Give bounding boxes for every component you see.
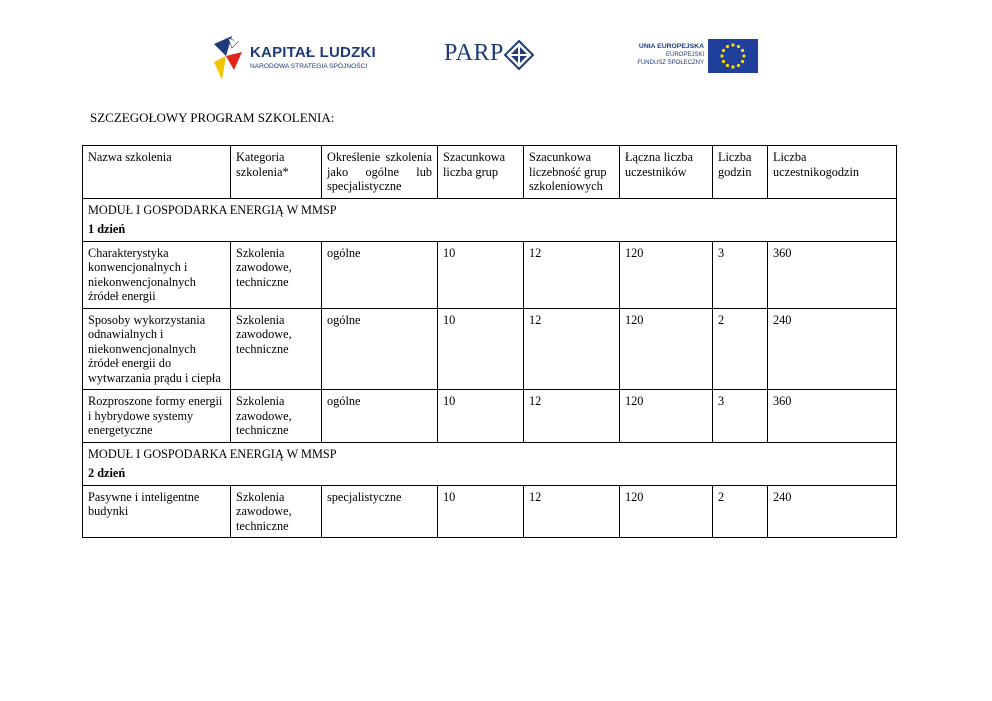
kapital-ludzki-subtitle: NARODOWA STRATEGIA SPÓJNOŚCI	[250, 63, 368, 70]
table-cell: 10	[438, 241, 524, 308]
module-row	[83, 198, 897, 241]
table-cell: 10	[438, 485, 524, 538]
parp-emblem-icon	[504, 40, 534, 70]
module-row	[83, 442, 897, 485]
table-cell: 2	[713, 308, 768, 390]
table-cell: 12	[524, 390, 620, 443]
table-cell: 10	[438, 308, 524, 390]
document-heading: SZCZEGOŁOWY PROGRAM SZKOLENIA:	[90, 110, 335, 125]
eu-text-block	[637, 42, 704, 67]
table-cell: ogólne	[322, 308, 438, 390]
module-title: MODUŁ I GOSPODARKA ENERGIĄ W MMSP	[88, 202, 337, 217]
table-cell: Szkolenia zawodowe, techniczne	[231, 308, 322, 390]
table-cell: 120	[620, 308, 713, 390]
header-cell: Nazwa szkolenia	[83, 146, 231, 199]
table-row	[83, 308, 897, 390]
table-row	[83, 390, 897, 443]
module-title: MODUŁ I GOSPODARKA ENERGIĄ W MMSP	[88, 446, 337, 461]
header-cell: Określenie szkolenia jako ogólne lub specjalistyczne	[322, 146, 438, 199]
table-cell: Szkolenia zawodowe, techniczne	[231, 485, 322, 538]
header-cell: Szacunkowa liczba grup	[438, 146, 524, 199]
module-cell	[83, 442, 897, 485]
table-cell: 12	[524, 241, 620, 308]
eu-line-2: EUROPEJSKI	[665, 52, 704, 58]
table-cell: 360	[768, 241, 897, 308]
table-cell: Sposoby wykorzystania odnawialnych i niekonwencjonalnych źródeł energii do wytwarzania prądu i ciepła	[83, 308, 231, 390]
eu-line-3: FUNDUSZ SPOŁECZNY	[637, 60, 704, 66]
header-cell: Kategoria szkolenia*	[231, 146, 322, 199]
eu-flag-icon	[708, 39, 758, 73]
table-cell: Szkolenia zawodowe, techniczne	[231, 241, 322, 308]
header-cell: Liczba uczestnikogodzin	[768, 146, 897, 199]
header-cell: Szacunkowa liczebność grup szkoleniowych	[524, 146, 620, 199]
table-cell: Pasywne i inteligentne budynki	[83, 485, 231, 538]
table-cell: ogólne	[322, 390, 438, 443]
kapital-ludzki-title: KAPITAŁ LUDZKI	[250, 44, 376, 61]
header-cell: Liczba godzin	[713, 146, 768, 199]
table-cell: 3	[713, 390, 768, 443]
table-cell: 240	[768, 308, 897, 390]
table-cell: Rozproszone formy energii i hybrydowe systemy energetyczne	[83, 390, 231, 443]
table-cell: 2	[713, 485, 768, 538]
table-cell: 360	[768, 390, 897, 443]
table-cell: 12	[524, 485, 620, 538]
table-cell: Charakterystyka konwencjonalnych i niekonwencjonalnych źródeł energii	[83, 241, 231, 308]
table-cell: 120	[620, 390, 713, 443]
eu-line-1: UNIA EUROPEJSKA	[638, 43, 704, 50]
module-day: 2 dzień	[88, 466, 126, 480]
eu-social-fund-logo	[638, 39, 758, 75]
header-row	[83, 146, 897, 199]
table-cell: 120	[620, 485, 713, 538]
kapital-ludzki-emblem-icon	[212, 34, 248, 82]
parp-wordmark: PARP	[444, 40, 504, 66]
table-cell: specjalistyczne	[322, 485, 438, 538]
table-cell: 120	[620, 241, 713, 308]
table-cell: 3	[713, 241, 768, 308]
training-program-table	[82, 145, 897, 538]
parp-logo	[444, 38, 534, 72]
kapital-ludzki-logo	[212, 34, 376, 82]
table-cell: Szkolenia zawodowe, techniczne	[231, 390, 322, 443]
table-row	[83, 485, 897, 538]
table-cell: 240	[768, 485, 897, 538]
module-cell	[83, 198, 897, 241]
table-cell: ogólne	[322, 241, 438, 308]
header-cell: Łączna liczba uczestników	[620, 146, 713, 199]
table-cell: 10	[438, 390, 524, 443]
table-row	[83, 241, 897, 308]
table-cell: 12	[524, 308, 620, 390]
module-day: 1 dzień	[88, 222, 126, 236]
